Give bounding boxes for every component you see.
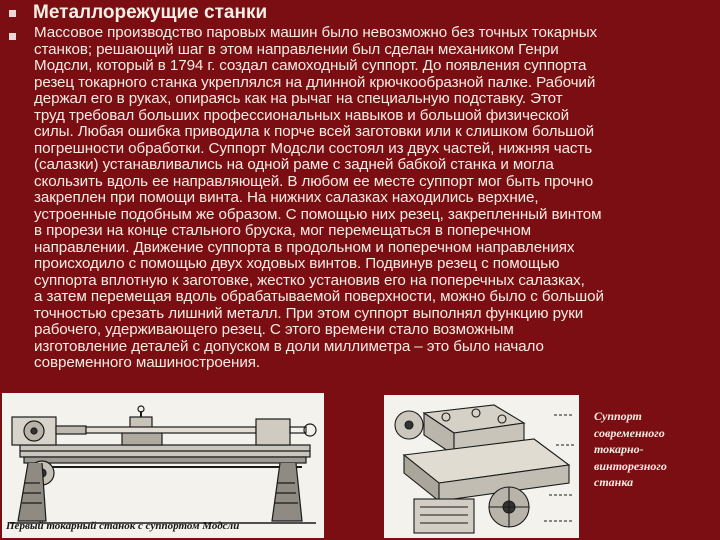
paragraph-line: скользить вдоль ее направляющей. В любом ее месте суппорт мог быть прочно xyxy=(34,172,594,190)
body-paragraph xyxy=(34,25,706,372)
paragraph-line: происходило с помощью двух ходовых винтов. Подвинув резец с помощью xyxy=(34,255,560,272)
right-figure-caption xyxy=(594,408,704,491)
paragraph-line: резец токарного станка укреплялся на длинной крючкообразной палке. Рабочий xyxy=(34,73,596,91)
paragraph-line: рабочего, удерживающего резец. С этого времени стало возможным xyxy=(34,321,514,338)
caption-line: современного xyxy=(594,425,665,440)
paragraph-line: Модсли, который в 1794 г. создал самоходный суппорт. До появления суппорта xyxy=(34,57,587,74)
paragraph-line: суппорта вплотную к заготовке, жестко установив его на поперечных салазках, xyxy=(34,271,585,289)
paragraph-line: изготовление деталей с допуском в доли миллиметра – это было начало xyxy=(34,337,544,355)
bullet-square-icon xyxy=(9,33,16,40)
paragraph-line: Массовое производство паровых машин было невозможно без точных токарных xyxy=(34,24,598,41)
maudslay-lathe-illustration xyxy=(2,393,324,538)
caption-line: Суппорт xyxy=(594,409,642,423)
paragraph-line: в прорези на конце стального бруска, мог перемещаться в поперечном xyxy=(34,222,531,239)
paragraph-line: труд требовал больших профессиональных навыков и большой физической xyxy=(34,106,570,124)
paragraph-line: устроенные подобным же образом. С помощью них резец, закрепленный винтом xyxy=(34,205,602,223)
slide-title: Металлорежущие станки xyxy=(33,2,268,23)
paragraph-line: (салазки) устанавливались на одной раме с задней бабкой станка и могла xyxy=(34,156,554,173)
paragraph-line: станков; решающий шаг в этом направлении был сделан механиком Генри xyxy=(34,40,559,58)
modern-slide-rest-illustration xyxy=(384,395,579,538)
caption-line: станка xyxy=(594,475,634,489)
paragraph-line: держал его в руках, опираясь как на рычаг на специальную подставку. Этот xyxy=(34,90,563,107)
paragraph-line: силы. Любая ошибка приводила к порче всей заготовки или к слишком большой xyxy=(34,123,594,140)
left-figure-caption: Первый токарный станок с суппортом Модсли xyxy=(6,520,240,532)
paragraph-line: а затем перемещая вдоль обрабатываемой поверхности, можно было с большой xyxy=(34,288,604,305)
paragraph-line: погрешности обработки. Суппорт Модсли состоял из двух частей, нижняя часть xyxy=(34,139,593,157)
paragraph-line: направлении. Движение суппорта в продольном и поперечном направлениях xyxy=(34,238,575,256)
caption-line: токарно- xyxy=(594,442,644,456)
slide-rest-drawing xyxy=(384,395,579,538)
paragraph-line: современного машиностроения. xyxy=(34,354,260,371)
lathe-drawing xyxy=(2,393,324,538)
paragraph-line: точностью срезать лишний металл. При этом суппорт выполнял функцию руки xyxy=(34,304,584,322)
paragraph-line: закреплен при помощи винта. На нижних салазках находились верхние, xyxy=(34,189,539,206)
bullet-square-icon xyxy=(9,10,16,17)
caption-line: винторезного xyxy=(594,458,667,473)
